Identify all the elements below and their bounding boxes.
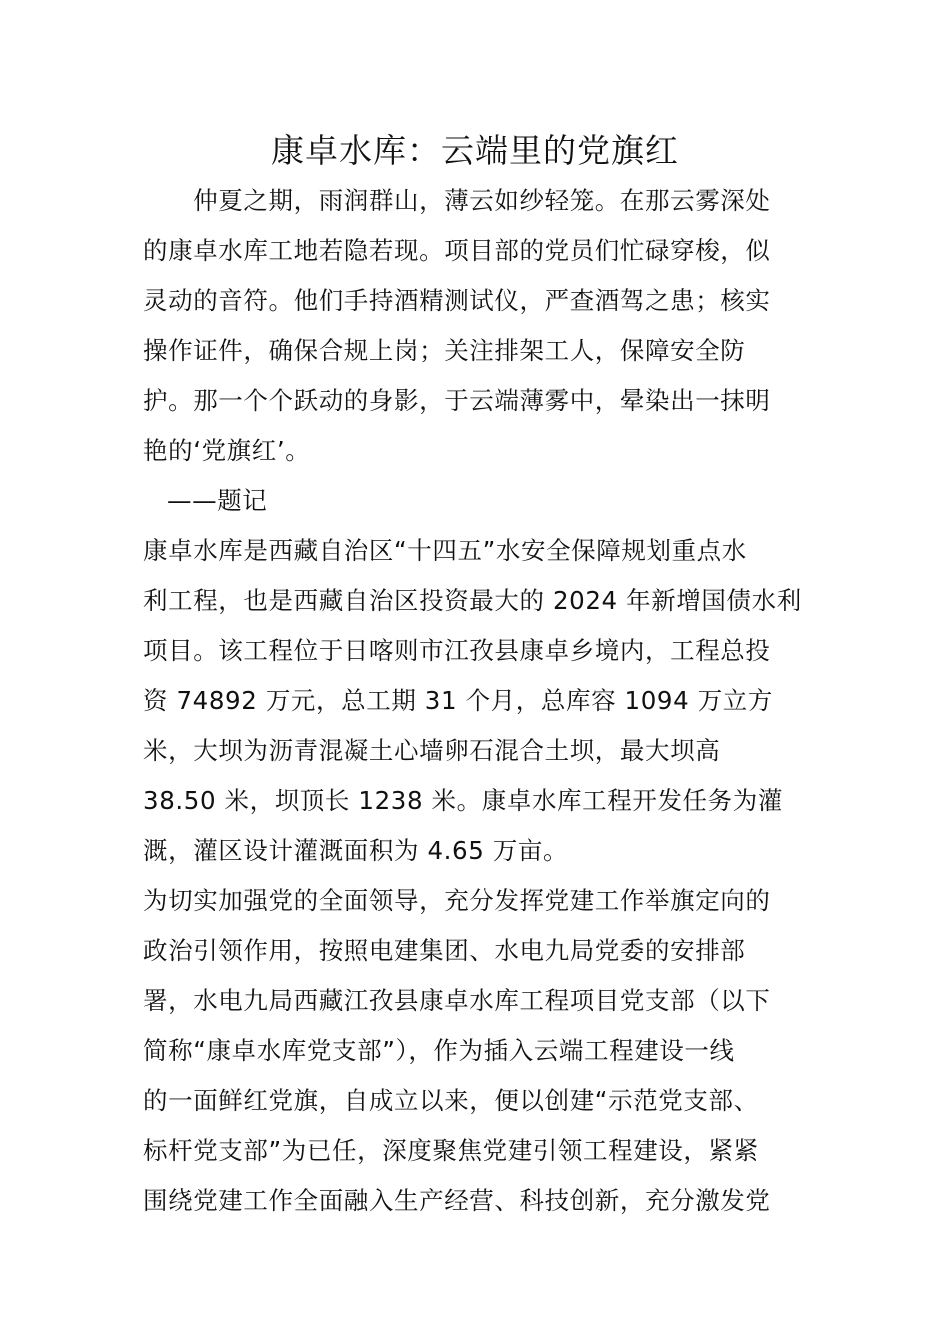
preface-line: 灵动的音符。他们手持酒精测试仪，严查酒驾之患；核实 [143, 286, 771, 315]
paragraph-line: 为切实加强党的全面领导，充分发挥党建工作举旗定向的 [143, 886, 771, 915]
preface-signature-block [143, 476, 809, 526]
preface-line: 艳的‘党旗红’。 [143, 436, 311, 465]
paragraph-line: 康卓水库是西藏自治区“十四五”水安全保障规划重点水 [143, 536, 747, 565]
body-paragraph-project-overview [143, 526, 809, 876]
paragraph-line: 署，水电九局西藏江孜县康卓水库工程项目党支部（以下 [143, 986, 771, 1015]
paragraph-line: 围绕党建工作全面融入生产经营、科技创新，充分激发党 [143, 1186, 771, 1215]
preface-line: 护。那一个个跃动的身影，于云端薄雾中，晕染出一抹明 [143, 386, 771, 415]
paragraph-line: 政治引领作用，按照电建集团、水电九局党委的安排部 [143, 936, 746, 965]
preface-line: 操作证件，确保合规上岗；关注排架工人，保障安全防 [143, 336, 746, 365]
paragraph-line: 标杆党支部”为已任，深度聚焦党建引领工程建设，紧紧 [143, 1136, 759, 1165]
preface-paragraph [143, 176, 809, 476]
paragraph-line: 38.50 米，坝顶长 1238 米。康卓水库工程开发任务为灌 [143, 786, 783, 815]
paragraph-line: 简称“康卓水库党支部”），作为插入云端工程建设一线 [143, 1036, 735, 1065]
paragraph-line: 米，大坝为沥青混凝土心墙卵石混合土坝，最大坝高 [143, 736, 721, 765]
preface-line: 仲夏之期，雨润群山，薄云如纱轻笼。在那云雾深处 [143, 186, 771, 215]
paragraph-line: 的一面鲜红党旗，自成立以来，便以创建“示范党支部、 [143, 1086, 759, 1115]
preface-line: 的康卓水库工地若隐若现。项目部的党员们忙碌穿梭，似 [143, 236, 771, 265]
paragraph-line: 溉，灌区设计灌溉面积为 4.65 万亩。 [143, 836, 569, 865]
body-paragraph-party-branch [143, 876, 809, 1226]
paragraph-line: 资 74892 万元，总工期 31 个月，总库容 1094 万立方 [143, 686, 773, 715]
paragraph-line: 利工程，也是西藏自治区投资最大的 2024 年新增国债水利 [143, 586, 802, 615]
paragraph-line: 项目。该工程位于日喀则市江孜县康卓乡境内，工程总投 [143, 636, 771, 665]
preface-signature: ——题记 [167, 486, 268, 515]
document-title: 康卓水库：云端里的党旗红 [271, 131, 679, 170]
